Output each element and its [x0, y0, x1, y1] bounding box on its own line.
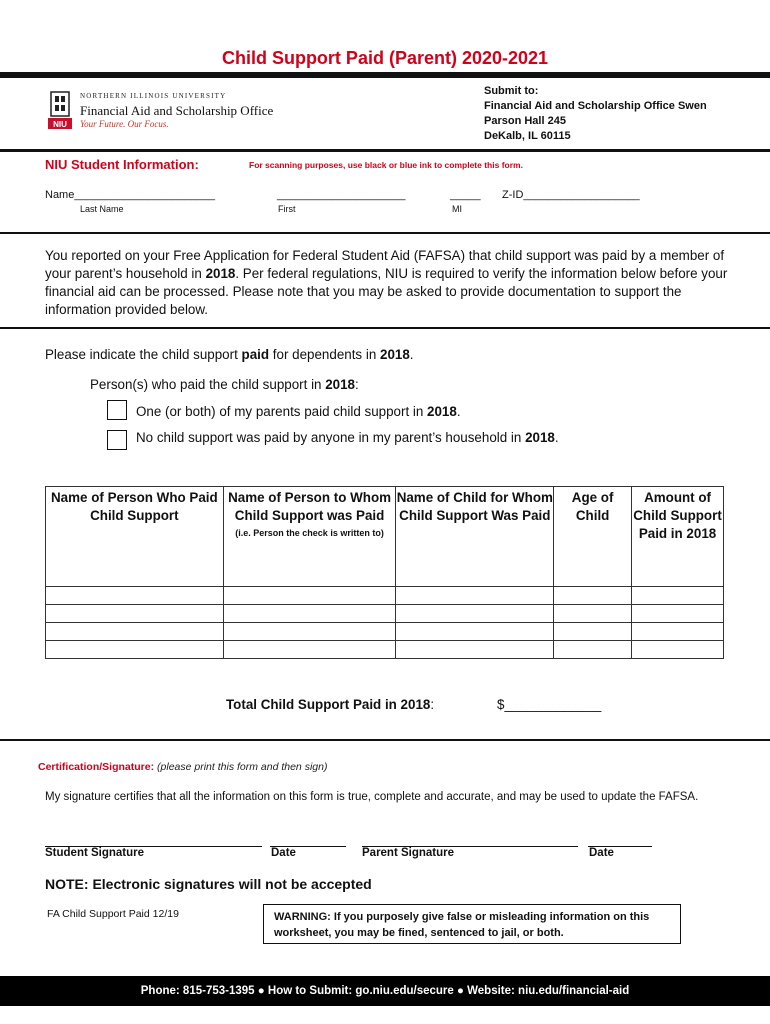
table-cell[interactable]	[396, 641, 554, 659]
table-cell[interactable]	[223, 605, 396, 623]
student-info-heading: NIU Student Information:	[45, 157, 199, 172]
name-field[interactable]	[45, 189, 215, 201]
opt1-text: One (or both) of my parents paid child support in	[136, 404, 428, 419]
col-age-header: Age of Child	[554, 487, 632, 587]
opt2-text: No child support was paid by anyone in my parent’s household in	[136, 430, 526, 445]
table-cell[interactable]	[223, 623, 396, 641]
opt2-end: .	[554, 430, 559, 445]
first-name-blank[interactable]: _____________________	[277, 189, 406, 201]
submit-line3: DeKalb, IL 60115	[484, 130, 571, 142]
university-name: NORTHERN ILLINOIS UNIVERSITY	[80, 92, 227, 100]
col-recipient-label: Name of Person to Whom Child Support was Paid	[228, 490, 392, 523]
intro-text-1: You reported on your Free Application for Federal Student Aid (FAFSA) that child support was paid by a member of your parent’s household in	[45, 248, 725, 281]
table-cell[interactable]	[46, 641, 224, 659]
table-cell[interactable]	[554, 587, 632, 605]
col-amount-header: Amount of Child Support Paid in 2018	[632, 487, 724, 587]
submit-heading: Submit to:	[484, 85, 539, 97]
q1-year: 2018	[380, 347, 410, 362]
col-child-header: Name of Child for Whom Child Support Was Paid	[396, 487, 554, 587]
zid-label: Z-ID	[502, 189, 524, 201]
submit-line1: Financial Aid and Scholarship Office Swen	[484, 100, 707, 112]
form-id: FA Child Support Paid 12/19	[47, 908, 179, 920]
table-cell[interactable]	[632, 587, 724, 605]
q1-bold: paid	[241, 347, 270, 362]
zid-field[interactable]	[502, 189, 640, 201]
question-2	[90, 377, 359, 392]
submit-line2: Parson Hall 245	[484, 115, 566, 127]
niu-logo-icon	[48, 88, 74, 130]
table-cell[interactable]	[396, 605, 554, 623]
table-cell[interactable]	[223, 641, 396, 659]
opt1-end: .	[456, 404, 461, 419]
office-name: Financial Aid and Scholarship Office	[80, 103, 274, 118]
first-name-sublabel: First	[278, 204, 296, 214]
table-cell[interactable]	[554, 641, 632, 659]
mi-sublabel: MI	[452, 204, 462, 214]
question-1	[45, 347, 414, 362]
opt2-year: 2018	[525, 430, 555, 445]
q1-mid: for dependents in	[269, 347, 380, 362]
cert-note: (please print this form and then sign)	[157, 761, 328, 773]
table-cell[interactable]	[632, 641, 724, 659]
table-cell[interactable]	[554, 605, 632, 623]
form-title: Child Support Paid (Parent) 2020-2021	[221, 48, 549, 68]
col-recipient-header	[223, 487, 396, 587]
warning-text: If you purposely give false or misleading information on this worksheet, you may be fined, sentenced to jail, or both.	[274, 911, 650, 939]
parent-date-label: Date	[589, 847, 614, 859]
student-signature-label: Student Signature	[45, 847, 145, 859]
table-cell[interactable]	[46, 587, 224, 605]
table-cell[interactable]	[396, 623, 554, 641]
table-row[interactable]	[46, 587, 724, 605]
name-label: Name	[45, 189, 75, 201]
certification-heading	[38, 761, 327, 773]
total-label	[226, 697, 434, 712]
niu-badge-text: NIU	[53, 120, 67, 129]
table-cell[interactable]	[46, 623, 224, 641]
submit-address	[484, 84, 707, 144]
student-date-label: Date	[271, 847, 296, 859]
col-payer-header: Name of Person Who Paid Child Support	[46, 487, 224, 587]
intro-year: 2018	[205, 266, 236, 281]
total-text: Total Child Support Paid in 2018	[226, 697, 431, 712]
col-recipient-note: (i.e. Person the check is written to)	[235, 528, 384, 538]
zid-blank[interactable]: ___________________	[523, 189, 640, 201]
q2-text: Person(s) who paid the child support in	[90, 377, 326, 392]
last-name-blank[interactable]: _______________________	[74, 189, 216, 201]
tagline: Your Future. Our Focus.	[80, 119, 169, 129]
q2-year: 2018	[325, 377, 356, 392]
total-amount-field[interactable]: $_____________	[497, 697, 602, 712]
last-name-sublabel: Last Name	[80, 204, 124, 214]
table-row[interactable]	[46, 623, 724, 641]
warning-label: WARNING:	[274, 911, 331, 923]
child-support-table	[45, 486, 724, 659]
student-info-divider	[0, 232, 770, 234]
option-parents-paid-checkbox[interactable]	[107, 400, 127, 420]
q2-end: :	[355, 377, 359, 392]
table-row[interactable]	[46, 641, 724, 659]
warning-box	[263, 904, 681, 944]
certification-text: My signature certifies that all the information on this form is true, complete and accurate, and may be used to update the FAFSA.	[45, 791, 699, 803]
table-cell[interactable]	[554, 623, 632, 641]
opt1-year: 2018	[427, 404, 457, 419]
total-divider	[0, 739, 770, 741]
header-divider	[0, 149, 770, 152]
option-none-paid-checkbox[interactable]	[107, 430, 127, 450]
table-cell[interactable]	[632, 605, 724, 623]
table-cell[interactable]	[223, 587, 396, 605]
table-row[interactable]	[46, 605, 724, 623]
mi-blank[interactable]: _____	[450, 189, 481, 201]
parent-signature-label: Parent Signature	[362, 847, 455, 859]
cert-label: Certification/Signature:	[38, 761, 155, 773]
option-parents-paid-label	[136, 404, 461, 419]
table-cell[interactable]	[632, 623, 724, 641]
q1-text: Please indicate the child support	[45, 347, 242, 362]
table-cell[interactable]	[396, 587, 554, 605]
total-colon: :	[430, 697, 435, 712]
option-none-paid-label	[136, 430, 559, 445]
table-header-row	[46, 487, 724, 587]
table-cell[interactable]	[46, 605, 224, 623]
intro-text-2: . Per federal regulations, NIU is required to verify the information below before your financial aid can be processed. Please note that you may be asked to provide documentation to support the information provided below.	[45, 266, 728, 317]
scan-note: For scanning purposes, use black or blue ink to complete this form.	[249, 160, 523, 170]
q1-end: .	[409, 347, 414, 362]
electronic-signature-note: NOTE: Electronic signatures will not be accepted	[45, 876, 372, 892]
intro-paragraph	[45, 247, 735, 319]
title-divider	[0, 72, 770, 78]
footer-bar: Phone: 815-753-1395 ● How to Submit: go.niu.edu/secure ● Website: niu.edu/financial-aid	[0, 976, 770, 1006]
intro-divider	[0, 327, 770, 329]
